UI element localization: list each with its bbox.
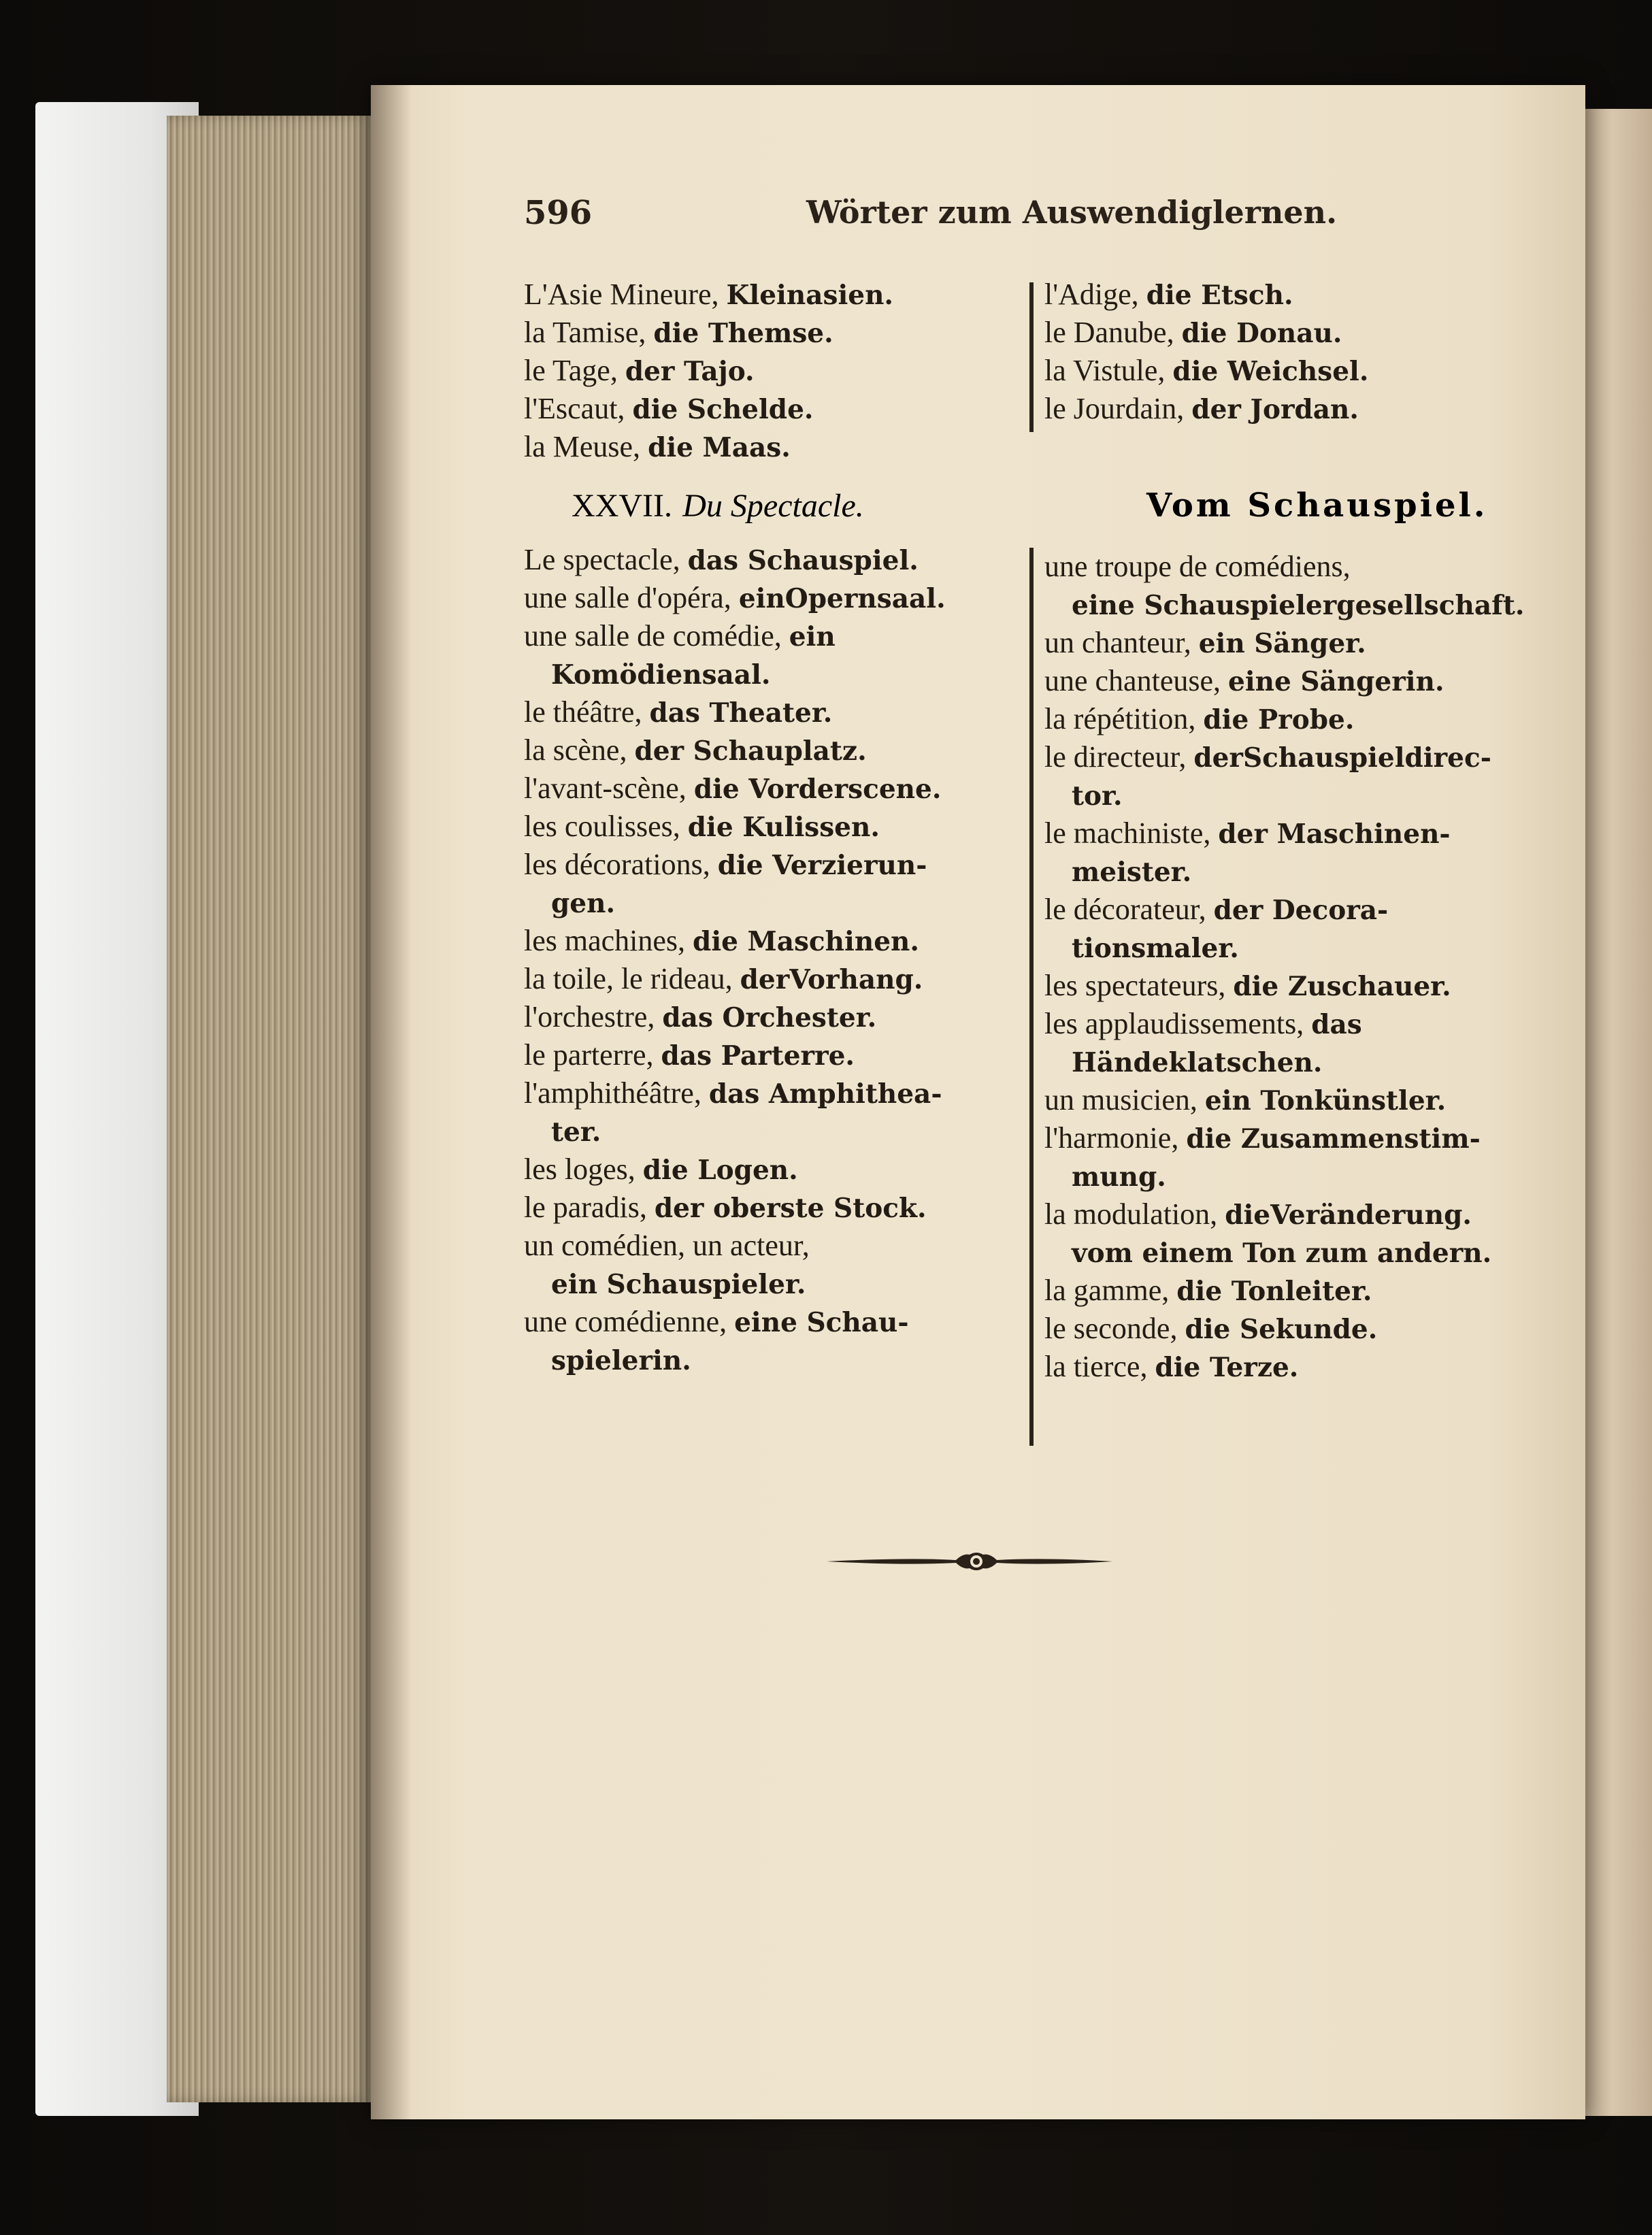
german-term: das Parterre.: [661, 1040, 855, 1072]
german-term: die Zusammenstim-: [1186, 1123, 1481, 1155]
vocab-line: [551, 1341, 691, 1380]
french-term: la Tamise,: [524, 316, 654, 349]
french-term: le Jourdain,: [1044, 392, 1192, 425]
vocab-line: [524, 617, 836, 656]
vocab-line: [524, 1227, 810, 1265]
french-term: un comédien, un acteur,: [524, 1229, 810, 1262]
german-term: ein Sänger.: [1198, 628, 1366, 659]
vocab-line: [1044, 891, 1388, 929]
german-term: tor.: [1072, 780, 1123, 812]
vocab-line: [524, 541, 919, 580]
vocab-line: [524, 960, 923, 999]
french-term: une chanteuse,: [1044, 664, 1228, 697]
facing-page-edge: [1585, 109, 1652, 2116]
top-left-column: [524, 276, 1027, 480]
vocab-line: [524, 579, 946, 618]
vocab-line: [1072, 586, 1524, 625]
french-term: une comédienne,: [524, 1305, 735, 1338]
vocab-line: [1044, 314, 1342, 352]
vocab-line: [524, 693, 832, 732]
vocab-line: [1072, 1234, 1491, 1272]
vocab-line: [524, 1036, 855, 1075]
french-term: le seconde,: [1044, 1312, 1185, 1345]
french-term: une troupe de comédiens,: [1044, 550, 1351, 583]
french-term: les loges,: [524, 1153, 643, 1186]
vocab-line: [1044, 662, 1444, 701]
german-term: die Logen.: [642, 1155, 798, 1186]
vocab-line: [524, 1074, 942, 1113]
vocab-line: [551, 1112, 601, 1151]
german-term: eine Schauspielergesellschaft.: [1072, 590, 1525, 621]
vocab-line: [1044, 624, 1366, 663]
french-term: la Meuse,: [524, 430, 648, 463]
german-term: tionsmaler.: [1072, 933, 1239, 964]
french-term: les machines,: [524, 924, 693, 957]
german-term: die Weichsel.: [1172, 356, 1369, 387]
german-term: die Kulissen.: [687, 812, 880, 843]
vocab-line: [551, 655, 770, 694]
french-term: les spectateurs,: [1044, 969, 1234, 1002]
vocab-line: [524, 1150, 798, 1189]
vocab-line: [1044, 352, 1368, 391]
german-term: eine Schau-: [734, 1307, 909, 1338]
vocab-line: [1072, 852, 1191, 891]
vocab-line: [1044, 1310, 1377, 1348]
running-head: Wörter zum Auswendiglernen.: [806, 194, 1338, 231]
section-title-de: Vom Schauspiel.: [1146, 486, 1488, 525]
german-term: die Etsch.: [1146, 280, 1293, 311]
vocab-line: [551, 1265, 806, 1304]
vocab-line: [1044, 738, 1491, 777]
vocab-line: [1072, 1043, 1322, 1082]
french-term: l'harmonie,: [1044, 1121, 1187, 1155]
french-term: le directeur,: [1044, 740, 1194, 774]
vocab-line: [524, 390, 813, 429]
vocab-line: [1044, 390, 1359, 429]
german-term: das Orchester.: [662, 1002, 877, 1033]
french-term: la Vistule,: [1044, 354, 1173, 387]
german-term: die Themse.: [653, 318, 833, 349]
french-term: la répétition,: [1044, 702, 1204, 735]
french-term: une salle d'opéra,: [524, 581, 739, 614]
french-term: la tierce,: [1044, 1350, 1155, 1383]
french-term: le théâtre,: [524, 695, 650, 729]
section-heading-fr: [572, 486, 864, 525]
french-term: Le spectacle,: [524, 543, 688, 576]
vocab-line: [1044, 1195, 1472, 1234]
top-right-column: [1044, 276, 1562, 452]
german-term: der oberste Stock.: [654, 1193, 927, 1224]
german-term: die Vorderscene.: [693, 774, 942, 805]
german-term: die Tonleiter.: [1176, 1276, 1372, 1307]
vocab-line: [1044, 700, 1354, 739]
german-term: die Verzierun-: [717, 850, 927, 881]
german-term: das Amphithea-: [708, 1078, 942, 1110]
german-term: die Maas.: [648, 432, 791, 463]
section-title-fr: Du Spectacle.: [682, 488, 864, 524]
french-term: le machiniste,: [1044, 816, 1219, 850]
french-term: un chanteur,: [1044, 626, 1199, 659]
french-term: le décorateur,: [1044, 893, 1214, 926]
vocab-line: [524, 808, 880, 846]
french-term: les coulisses,: [524, 810, 688, 843]
german-term: einOpernsaal.: [738, 583, 946, 614]
french-term: le paradis,: [524, 1191, 655, 1224]
vocab-line: [1044, 1119, 1481, 1158]
french-term: le parterre,: [524, 1038, 661, 1072]
vocab-line: [524, 1189, 927, 1227]
german-term: ein Tonkünstler.: [1204, 1085, 1447, 1116]
german-term: die Sekunde.: [1185, 1314, 1378, 1345]
french-term: le Tage,: [524, 354, 625, 387]
vocab-line: [1044, 276, 1293, 314]
page-number: 596: [524, 194, 593, 232]
german-term: ter.: [551, 1116, 601, 1148]
main-right-column: [1044, 548, 1575, 1405]
french-term: la gamme,: [1044, 1274, 1177, 1307]
german-term: dieVeränderung.: [1225, 1199, 1472, 1231]
column-rule-main: [1029, 548, 1034, 1446]
german-term: der Tajo.: [625, 356, 755, 387]
vocab-line: [1072, 929, 1239, 967]
french-term: l'avant-scène,: [524, 772, 694, 805]
book-page: [371, 85, 1585, 2119]
german-term: derVorhang.: [740, 964, 923, 995]
german-term: die Schelde.: [632, 394, 814, 425]
vocab-line: [524, 846, 927, 884]
german-term: die Maschinen.: [693, 926, 919, 957]
french-term: une salle de comédie,: [524, 619, 789, 652]
vocab-line: [1044, 967, 1451, 1006]
vocab-line: [524, 314, 833, 352]
german-term: die Donau.: [1181, 318, 1342, 349]
french-term: un musicien,: [1044, 1083, 1205, 1116]
german-term: derSchauspieldirec-: [1193, 742, 1491, 774]
vocab-line: [1044, 1272, 1372, 1310]
french-term: le Danube,: [1044, 316, 1182, 349]
vocab-line: [524, 769, 941, 808]
vocab-line: [1072, 1157, 1166, 1196]
german-term: der Schauplatz.: [634, 735, 867, 767]
vocab-line: [524, 922, 919, 961]
french-term: L'Asie Mineure,: [524, 278, 727, 311]
vocab-line: [524, 352, 755, 391]
german-term: Händeklatschen.: [1072, 1047, 1323, 1078]
german-term: das Schauspiel.: [687, 545, 919, 576]
section-numeral: XXVII.: [572, 488, 672, 524]
vocab-line: [524, 428, 791, 467]
ornament-divider-icon: [827, 1548, 1112, 1575]
vocab-line: [551, 884, 615, 923]
vocab-line: [1044, 814, 1451, 853]
french-term: la scène,: [524, 733, 635, 767]
german-term: meister.: [1072, 857, 1192, 888]
german-term: der Decora-: [1213, 895, 1389, 926]
german-term: ein Schauspieler.: [551, 1269, 806, 1300]
french-term: les décorations,: [524, 848, 718, 881]
german-term: der Jordan.: [1191, 394, 1359, 425]
french-term: la toile, le rideau,: [524, 962, 740, 995]
vocab-line: [1072, 776, 1123, 815]
german-term: die Zuschauer.: [1233, 971, 1451, 1002]
vocab-line: [1044, 1005, 1362, 1044]
column-rule-top: [1029, 282, 1034, 432]
german-term: die Probe.: [1203, 704, 1355, 735]
main-left-column: [524, 541, 1027, 1398]
german-term: eine Sängerin.: [1228, 666, 1444, 697]
french-term: la modulation,: [1044, 1197, 1225, 1231]
french-term: l'orchestre,: [524, 1000, 663, 1033]
gutter-shadow: [371, 85, 412, 2119]
vocab-line: [524, 1303, 909, 1342]
german-term: vom einem Ton zum andern.: [1072, 1238, 1492, 1269]
german-term: spielerin.: [551, 1345, 691, 1376]
german-term: Komödiensaal.: [551, 659, 771, 691]
book-page-edges: [167, 116, 371, 2102]
vocab-line: [1044, 1348, 1298, 1387]
german-term: gen.: [551, 888, 616, 919]
german-term: das: [1311, 1009, 1362, 1040]
french-term: l'amphithéâtre,: [524, 1076, 709, 1110]
german-term: ein: [789, 621, 836, 652]
french-term: l'Escaut,: [524, 392, 633, 425]
german-term: Kleinasien.: [726, 280, 893, 311]
vocab-line: [524, 276, 893, 314]
german-term: der Maschinen-: [1218, 818, 1451, 850]
german-term: das Theater.: [649, 697, 833, 729]
french-term: l'Adige,: [1044, 278, 1146, 311]
french-term: les applaudissements,: [1044, 1007, 1312, 1040]
vocab-line: [1044, 1081, 1446, 1120]
german-term: mung.: [1072, 1161, 1166, 1193]
vocab-line: [524, 731, 867, 770]
german-term: die Terze.: [1155, 1352, 1299, 1383]
vocab-line: [1044, 548, 1351, 586]
vocab-line: [524, 998, 876, 1037]
